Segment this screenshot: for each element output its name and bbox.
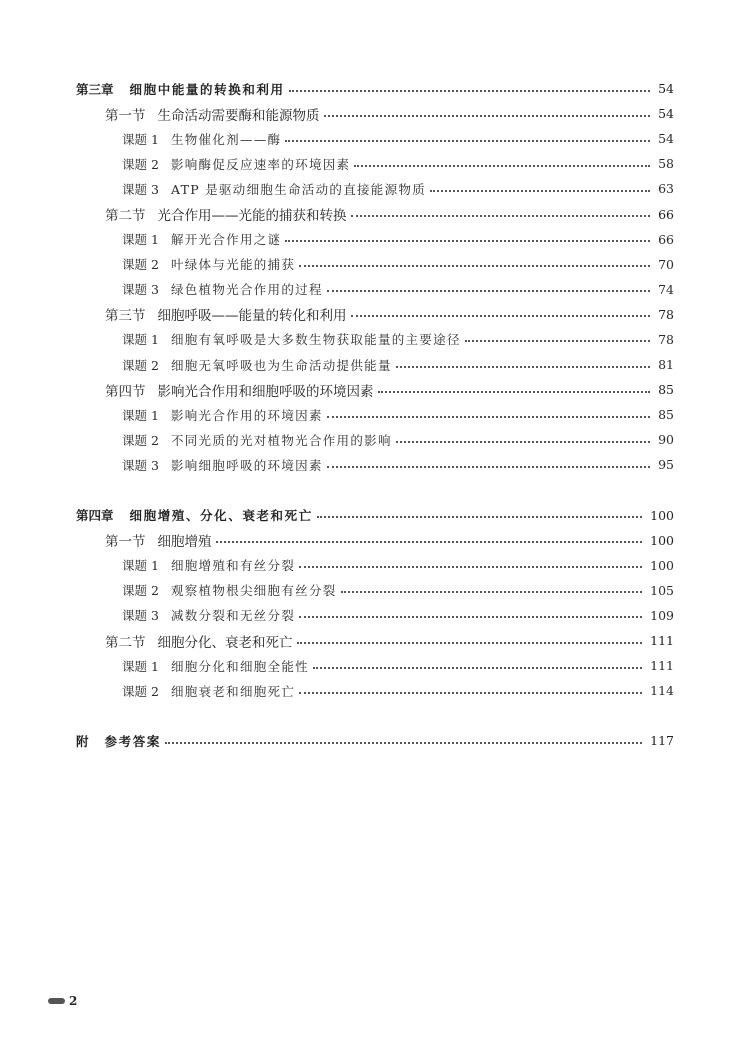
topic-label: 课题 1: [122, 407, 159, 423]
topic-label: 课题 3: [122, 181, 159, 197]
page-number: 74: [658, 281, 674, 297]
dot-leader: [341, 591, 643, 593]
chapter-entry[interactable]: [76, 503, 674, 528]
section-entry[interactable]: [76, 528, 674, 553]
topic-label: 课题 2: [122, 683, 159, 699]
section-entry[interactable]: [76, 377, 674, 402]
page-number: 111: [650, 633, 674, 649]
topic-title: 影响光合作用的环境因素: [170, 407, 323, 423]
page-number: 54: [658, 81, 674, 97]
section-label: 第四节: [105, 383, 146, 400]
chapter-label: 第四章: [76, 508, 114, 524]
dot-leader: [396, 441, 650, 443]
section-label: 第二节: [105, 208, 146, 225]
section-title: 细胞分化、衰老和死亡: [157, 634, 293, 651]
topic-title: 减数分裂和无丝分裂: [170, 608, 296, 624]
topic-label: 课题 1: [122, 558, 159, 574]
page-number: 95: [658, 457, 674, 473]
topic-entry[interactable]: [76, 578, 674, 603]
topic-label: 课题 2: [122, 357, 159, 373]
section-title: 影响光合作用和细胞呼吸的环境因素: [157, 383, 374, 400]
topic-title: 叶绿体与光能的捕获: [170, 257, 296, 273]
topic-entry[interactable]: [76, 252, 674, 277]
page-number: 66: [658, 206, 674, 222]
topic-label: 课题 2: [122, 432, 159, 448]
topic-label: 课题 1: [122, 232, 159, 248]
dot-leader: [289, 90, 650, 92]
section-entry[interactable]: [76, 628, 674, 653]
dot-leader: [327, 290, 650, 292]
topic-title: ATP 是驱动细胞生命活动的直接能源物质: [170, 181, 427, 197]
dot-leader: [430, 190, 650, 192]
topic-entry[interactable]: [76, 227, 674, 252]
topic-label: 课题 1: [122, 131, 159, 147]
topic-entry[interactable]: [76, 352, 674, 377]
topic-label: 课题 1: [122, 332, 159, 348]
dot-leader: [285, 240, 650, 242]
page-number: 85: [658, 382, 674, 398]
section-label: 第一节: [105, 107, 146, 124]
topic-entry[interactable]: [76, 553, 674, 578]
topic-title: 生物催化剂——酶: [170, 131, 282, 147]
page-number: 70: [658, 256, 674, 272]
chapter-entry[interactable]: [76, 76, 674, 101]
section-entry[interactable]: [76, 101, 674, 126]
topic-label: 课题 3: [122, 457, 159, 473]
page-number: 100: [650, 532, 674, 548]
topic-title: 细胞有氧呼吸是大多数生物获取能量的主要途径: [170, 332, 461, 348]
section-label: 第一节: [105, 534, 146, 551]
section-label: 第三节: [105, 308, 146, 325]
page-number: 100: [650, 557, 674, 573]
topic-title: 解开光合作用之谜: [170, 232, 282, 248]
chapter-label: 第三章: [76, 81, 114, 97]
chapter-title: 细胞中能量的转换和利用: [129, 81, 285, 97]
page-footer: [48, 994, 77, 1008]
dot-leader: [324, 115, 651, 117]
page-number: 114: [650, 683, 674, 699]
dot-leader: [299, 566, 642, 568]
appendix-title: 参考答案: [104, 733, 161, 749]
dot-leader: [165, 742, 642, 744]
dot-leader: [378, 391, 651, 393]
page-number: 81: [658, 357, 674, 373]
table-of-contents: [76, 76, 674, 753]
topic-entry[interactable]: [76, 176, 674, 201]
section-title: 光合作用——光能的捕获和转换: [157, 208, 347, 225]
topic-title: 不同光质的光对植物光合作用的影响: [170, 432, 392, 448]
section-title: 细胞呼吸——能量的转化和利用: [157, 308, 347, 325]
appendix-label: 附: [76, 733, 89, 749]
dot-leader: [297, 642, 643, 644]
dot-leader: [351, 215, 651, 217]
topic-entry[interactable]: [76, 151, 674, 176]
section-title: 生命活动需要酶和能源物质: [157, 107, 320, 124]
topic-entry[interactable]: [76, 678, 674, 703]
page-number: 54: [658, 106, 674, 122]
footer-page-number: 2: [69, 994, 78, 1008]
chapter-spacer: [76, 703, 674, 728]
dot-leader: [313, 667, 642, 669]
appendix-entry[interactable]: [76, 728, 674, 753]
page-number: 109: [650, 607, 674, 623]
chapter-title: 细胞增殖、分化、衰老和死亡: [129, 508, 313, 524]
dot-leader: [216, 541, 643, 543]
page-number: 54: [658, 131, 674, 147]
dot-leader: [351, 315, 651, 317]
page-number: 78: [658, 306, 674, 322]
page-number: 117: [650, 733, 674, 749]
page-number: 105: [650, 582, 674, 598]
topic-label: 课题 3: [122, 608, 159, 624]
topic-title: 细胞分化和细胞全能性: [170, 658, 309, 674]
topic-title: 影响酶促反应速率的环境因素: [170, 156, 351, 172]
dot-leader: [327, 466, 650, 468]
topic-label: 课题 3: [122, 282, 159, 298]
dot-leader: [299, 265, 650, 267]
footer-marker: [48, 998, 65, 1004]
section-entry[interactable]: [76, 302, 674, 327]
topic-entry[interactable]: [76, 452, 674, 477]
section-entry[interactable]: [76, 201, 674, 226]
topic-title: 绿色植物光合作用的过程: [170, 282, 323, 298]
dot-leader: [396, 366, 650, 368]
topic-entry[interactable]: [76, 327, 674, 352]
section-label: 第二节: [105, 634, 146, 651]
topic-entry[interactable]: [76, 126, 674, 151]
topic-title: 观察植物根尖细胞有丝分裂: [170, 583, 337, 599]
page-number: 78: [658, 331, 674, 347]
page-number: 100: [650, 507, 674, 523]
page-number: 111: [650, 658, 674, 674]
dot-leader: [285, 140, 650, 142]
topic-label: 课题 1: [122, 658, 159, 674]
topic-title: 细胞衰老和细胞死亡: [170, 683, 296, 699]
topic-title: 细胞增殖和有丝分裂: [170, 558, 296, 574]
topic-label: 课题 2: [122, 257, 159, 273]
topic-title: 影响细胞呼吸的环境因素: [170, 457, 323, 473]
dot-leader: [354, 165, 650, 167]
topic-label: 课题 2: [122, 583, 159, 599]
dot-leader: [299, 616, 642, 618]
topic-entry[interactable]: [76, 277, 674, 302]
topic-title: 细胞无氧呼吸也为生命活动提供能量: [170, 357, 392, 373]
topic-entry[interactable]: [76, 427, 674, 452]
page-number: 58: [658, 156, 674, 172]
page-number: 63: [658, 181, 674, 197]
topic-entry[interactable]: [76, 653, 674, 678]
page-number: 90: [658, 432, 674, 448]
topic-entry[interactable]: [76, 402, 674, 427]
dot-leader: [327, 416, 650, 418]
page-number: 85: [658, 407, 674, 423]
topic-entry[interactable]: [76, 603, 674, 628]
page-number: 66: [658, 231, 674, 247]
dot-leader: [299, 692, 642, 694]
chapter-spacer: [76, 478, 674, 503]
dot-leader: [465, 340, 650, 342]
topic-label: 课题 2: [122, 156, 159, 172]
dot-leader: [317, 516, 642, 518]
section-title: 细胞增殖: [157, 534, 212, 551]
